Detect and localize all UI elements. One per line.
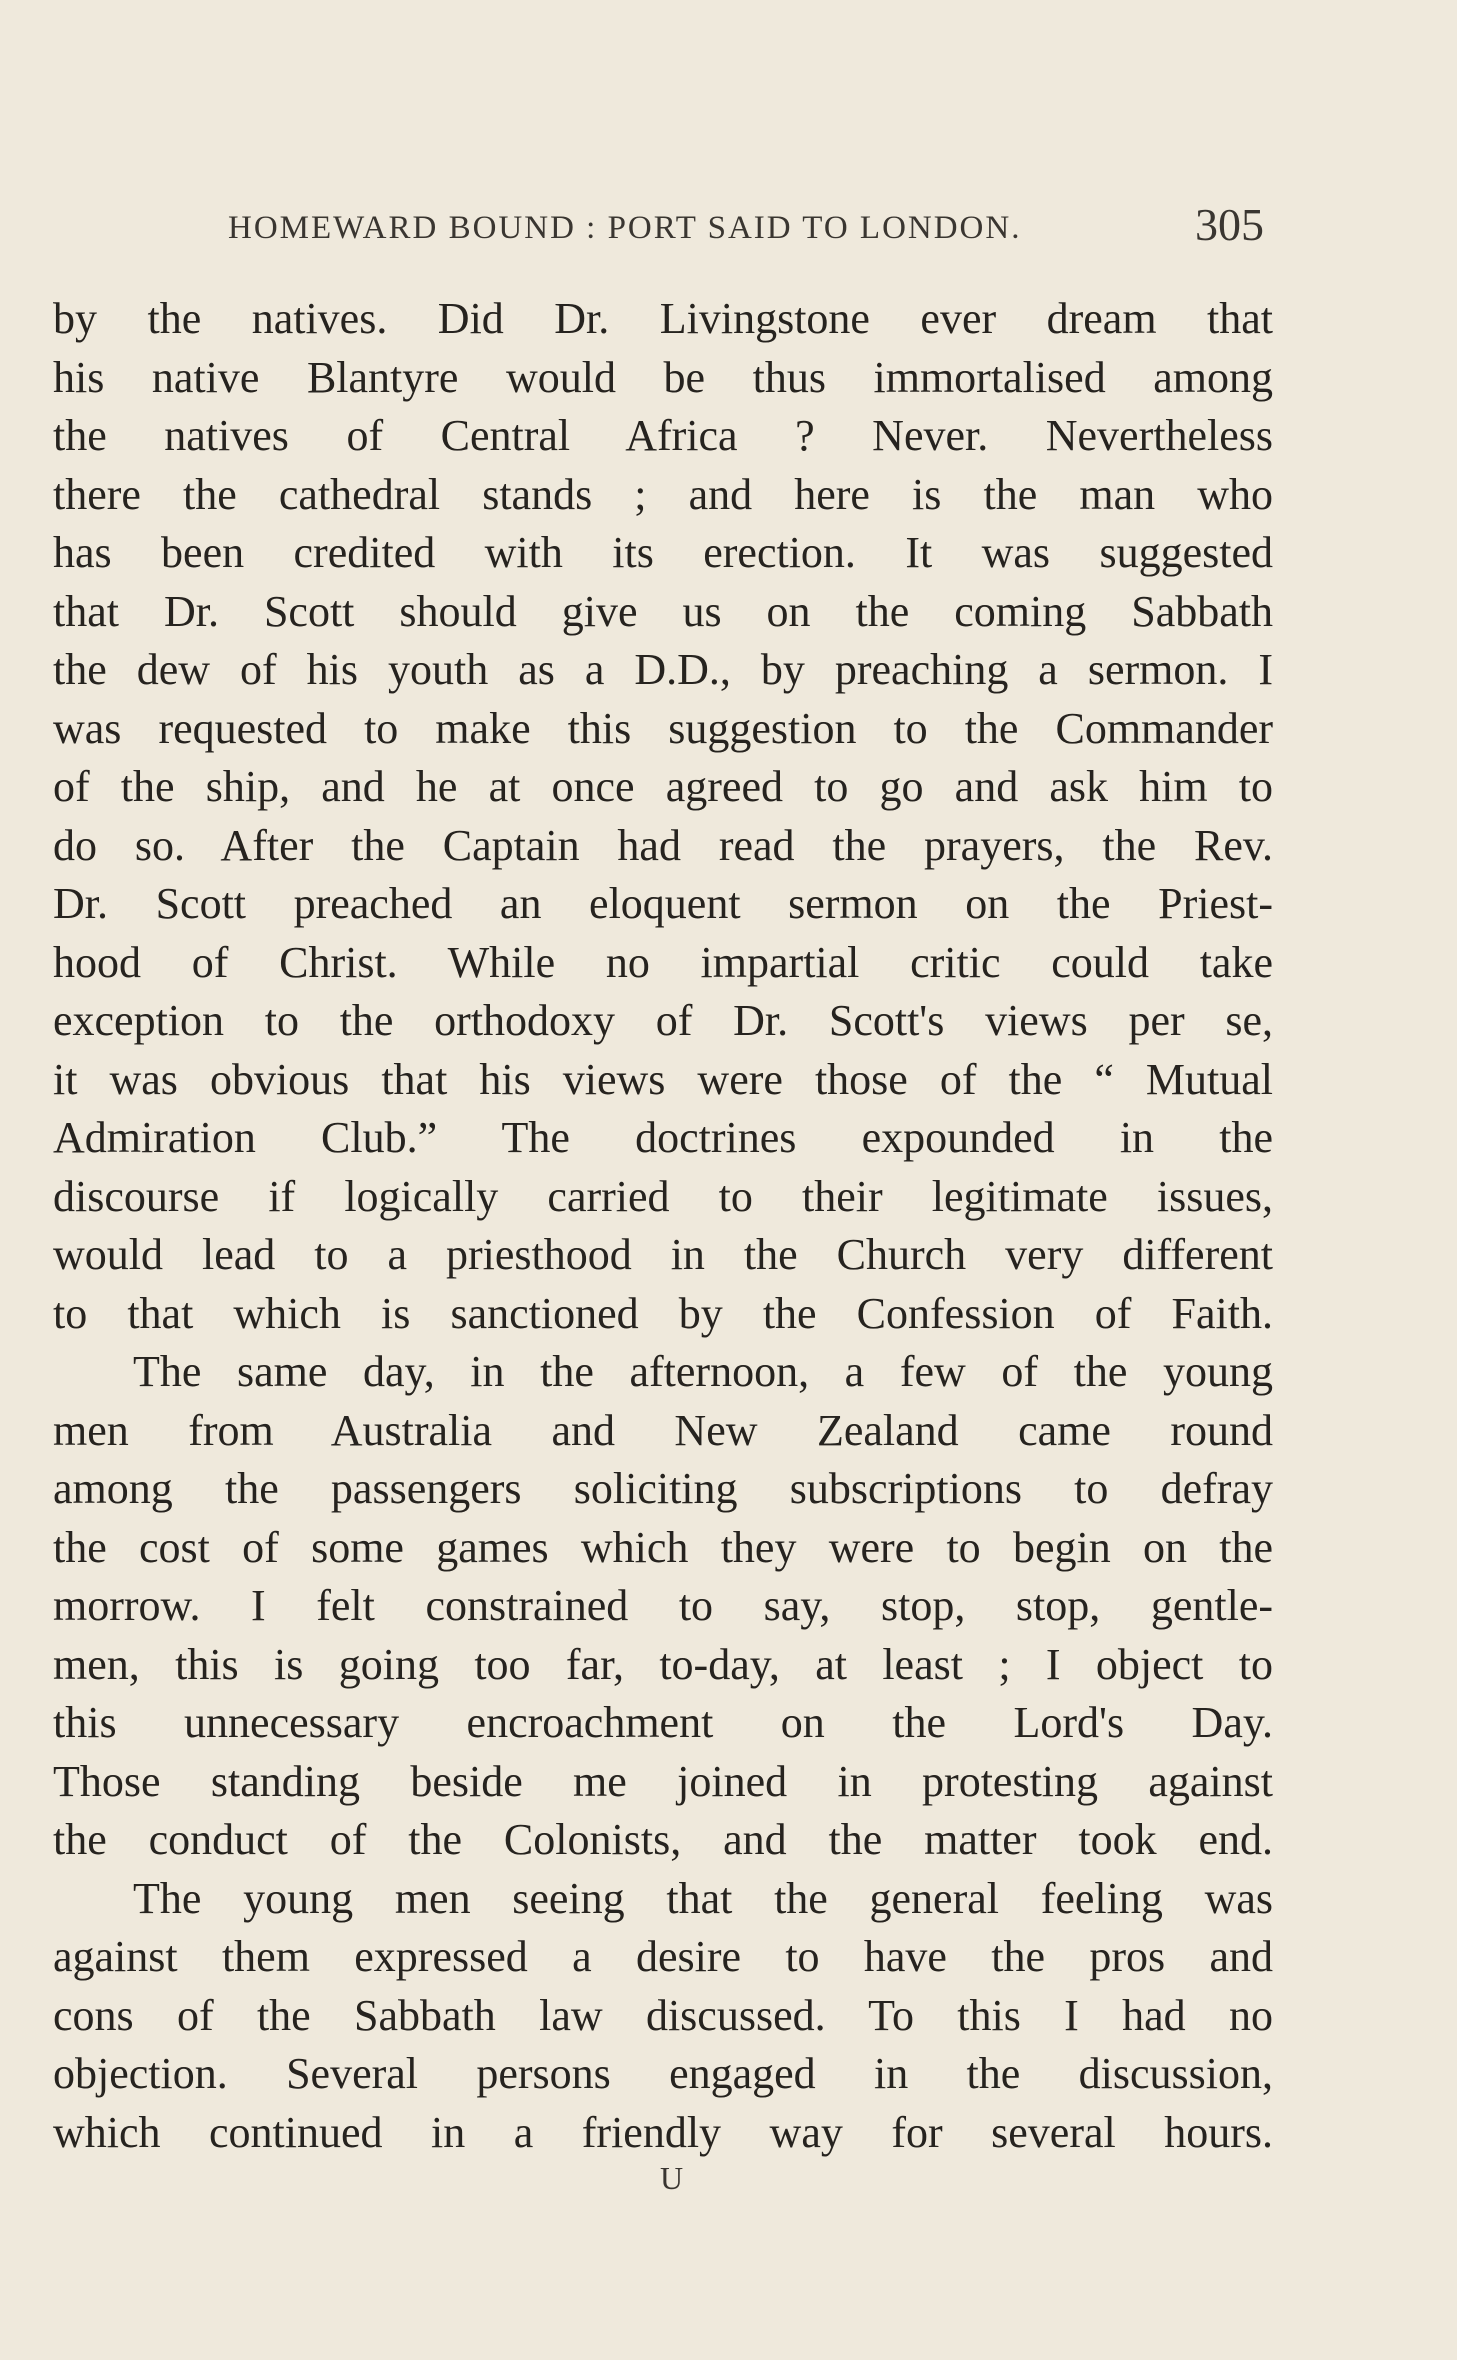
text-line: The same day, in the afternoon, a few of the young bbox=[133, 1347, 1273, 1396]
text-line: that Dr. Scott should give us on the coming Sabbath bbox=[53, 586, 1273, 636]
text-line: the conduct of the Colonists, and the matter took end. bbox=[53, 1815, 1273, 1864]
text-line: discourse if logically carried to their legitimate issues, bbox=[53, 1171, 1273, 1221]
running-head: HOMEWARD BOUND : PORT SAID TO LONDON. bbox=[228, 210, 1022, 246]
page-header bbox=[0, 198, 1457, 248]
text-line: the dew of his youth as a D.D., by preaching a sermon. I bbox=[53, 645, 1273, 694]
page-number: 305 bbox=[1195, 199, 1264, 250]
text-line: the cost of some games which they were to begin on the bbox=[53, 1522, 1273, 1572]
text-line: there the cathedral stands ; and here is the man who bbox=[53, 469, 1273, 519]
text-line: was requested to make this suggestion to the Commander bbox=[53, 703, 1273, 753]
text-line: this unnecessary encroachment on the Lord's Day. bbox=[53, 1698, 1273, 1747]
text-line: to that which is sanctioned by the Confession of Faith. bbox=[53, 1288, 1273, 1338]
text-line: the natives of Central Africa ? Never. Nevertheless bbox=[53, 411, 1273, 460]
text-line: it was obvious that his views were those of the “ Mutual bbox=[53, 1054, 1273, 1104]
text-line: of the ship, and he at once agreed to go and ask him to bbox=[53, 762, 1273, 811]
text-line: against them expressed a desire to have the pros and bbox=[53, 1932, 1273, 1981]
body-text bbox=[53, 290, 1273, 2162]
signature-mark: U bbox=[660, 2160, 684, 2196]
text-line: by the natives. Did Dr. Livingstone ever dream that bbox=[53, 294, 1273, 343]
text-line: Those standing beside me joined in protesting against bbox=[53, 1756, 1273, 1806]
text-line: objection. Several persons engaged in the discussion, bbox=[53, 2049, 1273, 2098]
text-line: has been credited with its erection. It was suggested bbox=[53, 528, 1273, 577]
text-line: his native Blantyre would be thus immortalised among bbox=[53, 352, 1273, 402]
text-line: among the passengers soliciting subscriptions to defray bbox=[53, 1464, 1273, 1513]
text-line: The young men seeing that the general feeling was bbox=[133, 1873, 1273, 1923]
text-line: Dr. Scott preached an eloquent sermon on the Priest- bbox=[53, 879, 1273, 928]
text-line: do so. After the Captain had read the prayers, the Rev. bbox=[53, 820, 1273, 870]
text-line: exception to the orthodoxy of Dr. Scott's views per se, bbox=[53, 996, 1273, 1045]
text-line: Admiration Club.” The doctrines expounded in the bbox=[53, 1113, 1273, 1162]
text-line: would lead to a priesthood in the Church very different bbox=[53, 1230, 1273, 1279]
text-line: men, this is going too far, to-day, at least ; I object to bbox=[53, 1639, 1273, 1689]
text-line: cons of the Sabbath law discussed. To this I had no bbox=[53, 1990, 1273, 2040]
text-line: morrow. I felt constrained to say, stop, stop, gentle- bbox=[53, 1581, 1273, 1630]
text-line: hood of Christ. While no impartial critic could take bbox=[53, 937, 1273, 987]
text-line: which continued in a friendly way for several hours. bbox=[53, 2107, 1273, 2157]
text-line: men from Australia and New Zealand came round bbox=[53, 1405, 1273, 1455]
